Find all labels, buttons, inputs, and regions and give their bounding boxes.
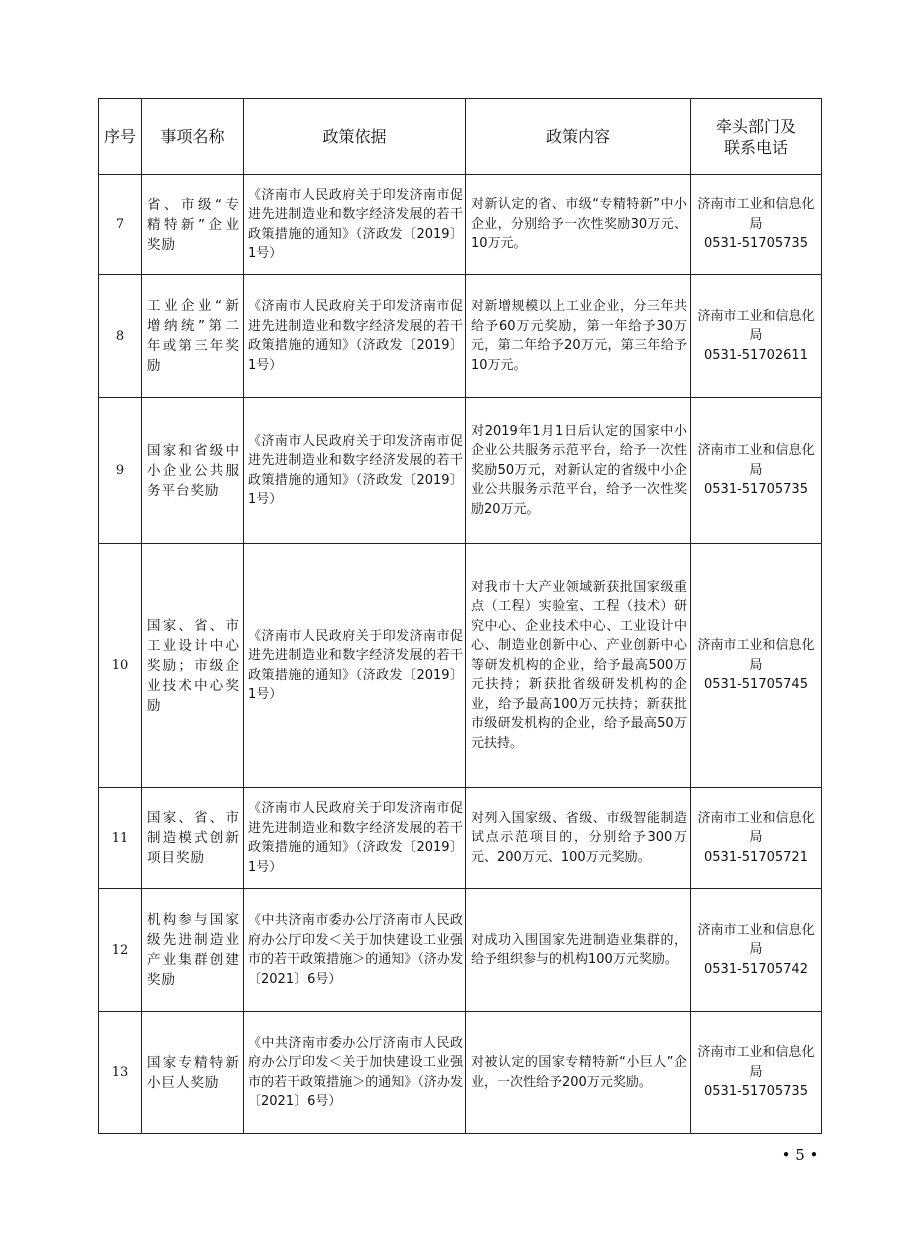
row-number: 9 bbox=[99, 398, 142, 544]
policy-basis: 《济南市人民政府关于印发济南市促进先进制造业和数字经济发展的若干政策措施的通知》（济政发〔2019〕1号） bbox=[244, 175, 466, 275]
header-seq: 序号 bbox=[99, 99, 142, 175]
dept-name: 济南市工业和信息化局 bbox=[697, 810, 815, 846]
table-row bbox=[99, 398, 822, 544]
dept-name: 济南市工业和信息化局 bbox=[697, 197, 815, 232]
policy-content: 对新认定的省、市级“专精特新”中小企业，分别给予一次性奖励30万元、10万元。 bbox=[466, 175, 691, 275]
item-name: 国家、省、市制造模式创新项目奖励 bbox=[142, 788, 244, 889]
table-row bbox=[99, 544, 822, 788]
policy-content: 对2019年1月1日后认定的国家中小企业公共服务示范平台，给予一次性奖励50万元，对新认定的省级中小企业公共服务示范平台，给予一次性奖励20万元。 bbox=[466, 398, 691, 544]
table-row bbox=[99, 788, 822, 889]
policy-content: 对成功入围国家先进制造业集群的，给予组织参与的机构100万元奖励。 bbox=[466, 889, 691, 1012]
row-number: 13 bbox=[99, 1012, 142, 1134]
table-row bbox=[99, 275, 822, 398]
policy-basis: 《中共济南市委办公厅济南市人民政府办公厅印发＜关于加快建设工业强市的若干政策措施＞的通知》（济办发〔2021〕6号） bbox=[244, 889, 466, 1012]
item-name: 国家、省、市工业设计中心奖励；市级企业技术中心奖励 bbox=[142, 544, 244, 788]
policy-content: 对被认定的国家专精特新“小巨人”企业，一次性给予200万元奖励。 bbox=[466, 1012, 691, 1134]
item-name: 机构参与国家级先进制造业产业集群创建奖励 bbox=[142, 889, 244, 1012]
row-number: 7 bbox=[99, 175, 142, 275]
policy-basis: 《济南市人民政府关于印发济南市促进先进制造业和数字经济发展的若干政策措施的通知》（济政发〔2019〕1号） bbox=[244, 275, 466, 398]
policy-basis: 《济南市人民政府关于印发济南市促进先进制造业和数字经济发展的若干政策措施的通知》（济政发〔2019〕1号） bbox=[244, 788, 466, 889]
dept-contact bbox=[691, 544, 822, 788]
dept-contact bbox=[691, 175, 822, 275]
table-row bbox=[99, 1012, 822, 1134]
dept-name: 济南市工业和信息化局 bbox=[697, 308, 815, 344]
dept-contact bbox=[691, 889, 822, 1012]
table-row bbox=[99, 889, 822, 1012]
header-row bbox=[99, 99, 822, 175]
dept-phone: 0531-51705721 bbox=[704, 849, 808, 865]
policy-table bbox=[98, 98, 822, 1134]
row-number: 10 bbox=[99, 544, 142, 788]
policy-basis: 《中共济南市委办公厅济南市人民政府办公厅印发＜关于加快建设工业强市的若干政策措施＞的通知》（济办发〔2021〕6号） bbox=[244, 1012, 466, 1134]
item-name: 工业企业“新增纳统”第二年或第三年奖励 bbox=[142, 275, 244, 398]
header-item: 事项名称 bbox=[142, 99, 244, 175]
policy-content: 对新增规模以上工业企业，分三年共给予60万元奖励，第一年给予30万元，第二年给予20万元，第三年给予10万元。 bbox=[466, 275, 691, 398]
dept-phone: 0531-51705742 bbox=[704, 961, 808, 977]
policy-basis: 《济南市人民政府关于印发济南市促进先进制造业和数字经济发展的若干政策措施的通知》（济政发〔2019〕1号） bbox=[244, 398, 466, 544]
dept-contact bbox=[691, 275, 822, 398]
dept-phone: 0531-51705735 bbox=[704, 482, 808, 498]
header-content: 政策内容 bbox=[466, 99, 691, 175]
item-name: 省、市级“专精特新”企业奖励 bbox=[142, 175, 244, 275]
page-number: • 5 • bbox=[781, 1146, 819, 1164]
policy-content: 对我市十大产业领域新获批国家级重点（工程）实验室、工程（技术）研究中心、企业技术中心、工业设计中心、制造业创新中心、产业创新中心等研发机构的企业，给予最高500万元扶持；新获批省级研发机构的企业，给予最高100万元扶持；新获批市级研发机构的企业，给予最高50万元扶持。 bbox=[466, 544, 691, 788]
dept-name: 济南市工业和信息化局 bbox=[697, 1045, 815, 1080]
policy-content: 对列入国家级、省级、市级智能制造试点示范项目的，分别给予300万元、200万元、100万元奖励。 bbox=[466, 788, 691, 889]
dept-phone: 0531-51705735 bbox=[704, 236, 808, 252]
dept-name: 济南市工业和信息化局 bbox=[697, 443, 815, 478]
dept-name: 济南市工业和信息化局 bbox=[697, 922, 815, 958]
dept-contact bbox=[691, 788, 822, 889]
dept-phone: 0531-51705745 bbox=[704, 677, 808, 693]
dept-contact bbox=[691, 1012, 822, 1134]
table-row bbox=[99, 175, 822, 275]
dept-phone: 0531-51702611 bbox=[704, 347, 808, 363]
row-number: 12 bbox=[99, 889, 142, 1012]
policy-basis: 《济南市人民政府关于印发济南市促进先进制造业和数字经济发展的若干政策措施的通知》（济政发〔2019〕1号） bbox=[244, 544, 466, 788]
dept-contact bbox=[691, 398, 822, 544]
dept-phone: 0531-51705735 bbox=[704, 1084, 808, 1100]
item-name: 国家和省级中小企业公共服务平台奖励 bbox=[142, 398, 244, 544]
item-name: 国家专精特新小巨人奖励 bbox=[142, 1012, 244, 1134]
header-dept: 牵头部门及联系电话 bbox=[691, 99, 822, 175]
header-basis: 政策依据 bbox=[244, 99, 466, 175]
row-number: 11 bbox=[99, 788, 142, 889]
row-number: 8 bbox=[99, 275, 142, 398]
dept-name: 济南市工业和信息化局 bbox=[697, 638, 815, 673]
